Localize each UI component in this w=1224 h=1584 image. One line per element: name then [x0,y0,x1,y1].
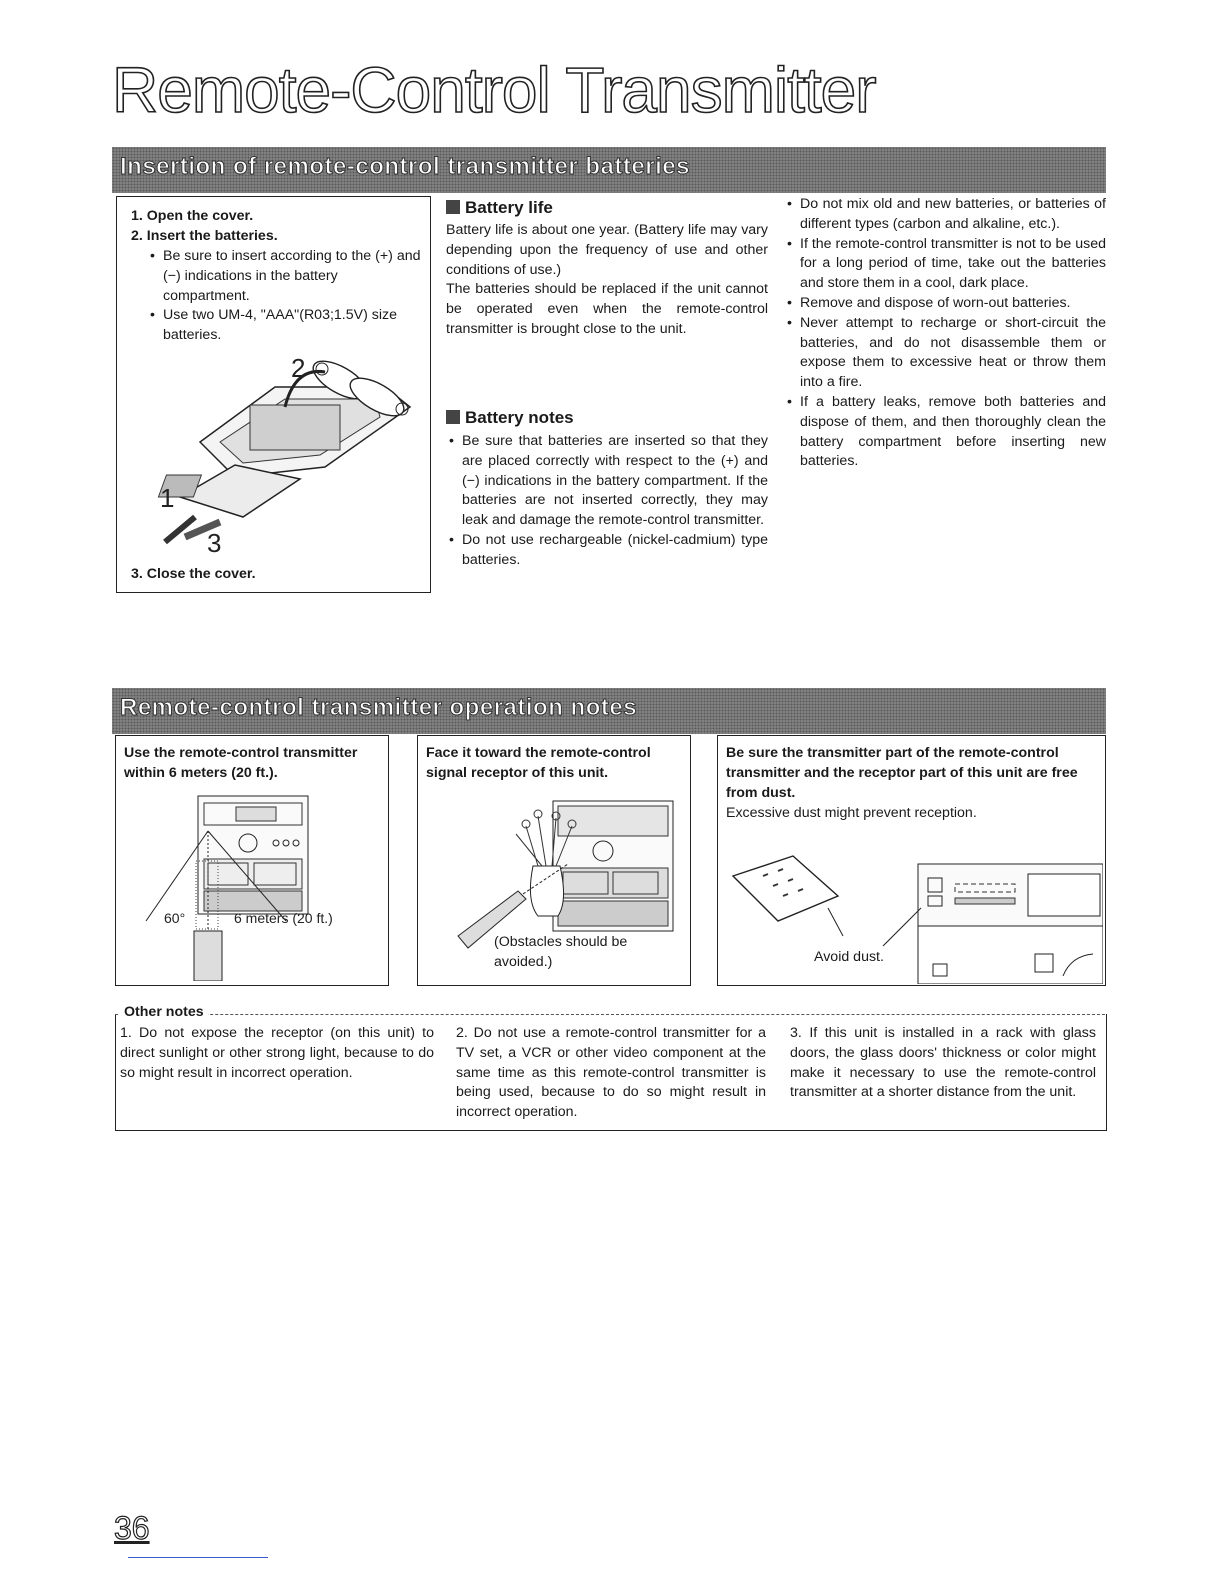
battery-life-section [446,198,768,340]
list-item: • Use two UM-4, "AAA"(R03;1.5V) size batteries. [147,306,425,346]
range-heading: Use the remote-control transmitter within 6 meters (20 ft.). [124,745,358,781]
figure-label-3: 3 [207,528,222,557]
range-figure [136,791,376,981]
range-panel [115,735,389,986]
page-title: Remote-Control Transmitter [112,54,876,126]
battery-notes-heading: Battery notes [446,408,768,428]
dust-heading: Be sure the transmitter part of the remote-control transmitter and the receptor part of this unit are free from dust. [726,745,1078,801]
aim-panel [417,735,691,986]
battery-life-heading: Battery life [446,198,768,218]
list-item: • Be sure to insert according to the (+) and (−) indications in the battery compartment. [147,247,425,306]
dust-caption: Avoid dust. [814,949,884,965]
list-item: • Do not mix old and new batteries, or batteries of different types (carbon and alkaline, etc.). [784,195,1106,235]
square-bullet-icon [446,410,460,424]
battery-notes-section [446,408,768,571]
dust-text: Excessive dust might prevent reception. [726,805,977,821]
list-item: • Remove and dispose of worn-out batteries. [784,294,1106,314]
other-notes-heading: Other notes [120,1003,208,1023]
battery-cautions-list [784,195,1106,472]
section-banner-operation [112,688,1106,734]
footer-rule [128,1557,268,1558]
step-2-bullets [147,247,425,346]
aim-heading: Face it toward the remote-control signal receptor of this unit. [426,745,651,781]
step-2: 2. Insert the batteries. [131,228,278,244]
figure-label-2: 2 [291,353,306,383]
battery-insertion-figure [125,347,425,557]
section-heading: Remote-control transmitter operation notes [120,694,638,721]
aim-caption: (Obstacles should be avoided.) [494,934,628,970]
section-banner-batteries [112,147,1106,193]
step-1: 1. Open the cover. [131,208,254,224]
page-number: 36 [114,1510,150,1546]
battery-life-p2: The batteries should be replaced if the unit cannot be operated even when the remote-control transmitter is brought close to the unit. [446,281,768,337]
distance-label: 6 meters (20 ft.) [234,910,333,926]
section-heading: Insertion of remote-control transmitter batteries [120,153,690,180]
step-3: 3. Close the cover. [131,566,256,582]
dust-figure [723,836,1103,984]
other-note-1: 1. Do not expose the receptor (on this unit) to direct sunlight or other strong light, because to do so might result in incorrect operation. [120,1025,434,1081]
figure-label-1: 1 [160,483,175,513]
battery-steps-box [116,196,431,593]
battery-notes-list [446,432,768,571]
square-bullet-icon [446,200,460,214]
list-item: • Do not use rechargeable (nickel-cadmium) type batteries. [446,531,768,571]
other-notes-rule [115,1014,1105,1015]
list-item: • If the remote-control transmitter is not to be used for a long period of time, take out the batteries and store them in a cool, dark place. [784,235,1106,294]
battery-life-p1: Battery life is about one year. (Battery life may vary depending upon the frequency of use and other conditions of use.) [446,222,768,278]
list-item: • Be sure that batteries are inserted so that they are placed correctly with respect to the (+) and (−) indications in the battery compartment. If the batteries are not inserted correctly, they may leak and damage the remote-control transmitter. [446,432,768,531]
list-item: • Never attempt to recharge or short-circuit the batteries, and do not disassemble them or expose them to excessive heat or throw them into a fire. [784,314,1106,393]
dust-panel [717,735,1106,986]
angle-label: 60° [164,910,186,926]
other-note-2: 2. Do not use a remote-control transmitter for a TV set, a VCR or other video component at the same time as this remote-control transmitter is being used, because to do so might result in incorrect operation. [456,1025,766,1121]
list-item: • If a battery leaks, remove both batteries and dispose of them, and then thoroughly clean the battery compartment before inserting new batteries. [784,393,1106,472]
other-note-3: 3. If this unit is installed in a rack with glass doors, the glass doors' thickness or color might make it necessary to use the remote-control transmitter at a shorter distance from the unit. [790,1025,1096,1101]
